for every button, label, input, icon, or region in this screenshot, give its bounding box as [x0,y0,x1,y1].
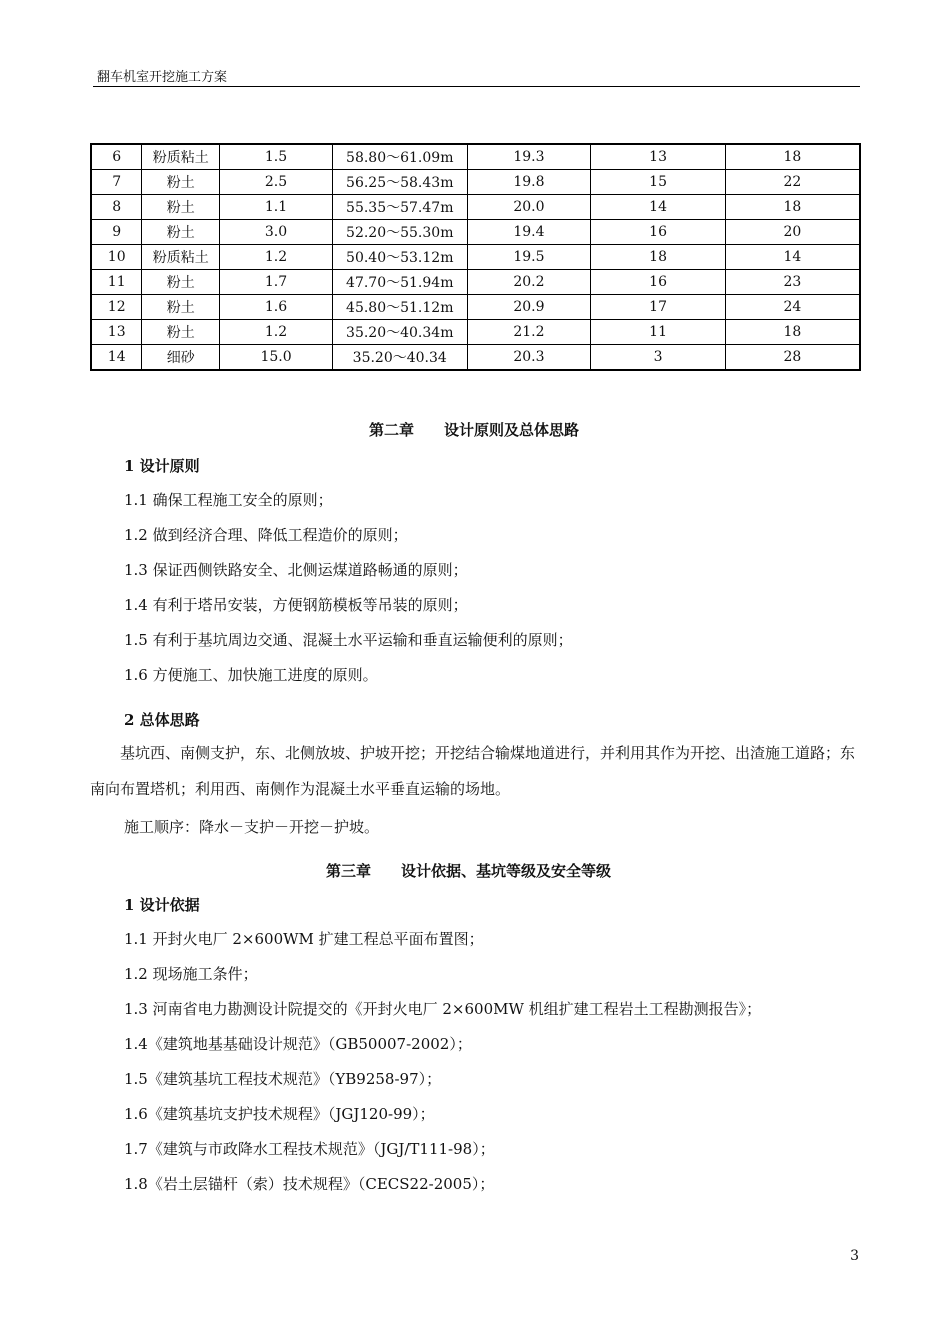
table-cell: 11 [91,270,142,295]
ch2-item-1-3: 1.3 保证西侧铁路安全、北侧运煤道路畅通的原则； [124,561,468,579]
table-cell: 1.7 [220,270,333,295]
table-cell: 23 [725,270,860,295]
ch3-item-1-3: 1.3 河南省电力勘测设计院提交的《开封火电厂 2×600MW 机组扩建工程岩土工程勘测报告》； [124,1000,762,1018]
ch3-item-1-5: 1.5《建筑基坑工程技术规范》（YB9258-97）； [124,1070,442,1088]
table-row [91,345,860,371]
table-cell: 47.70～51.94m [332,270,467,295]
table-cell: 17 [591,295,726,320]
ch2-item-1-5: 1.5 有利于基坑周边交通、混凝土水平运输和垂直运输便利的原则； [124,631,573,649]
table-row [91,295,860,320]
table-cell: 3.0 [220,220,333,245]
ch2-item-1-2: 1.2 做到经济合理、降低工程造价的原则； [124,526,408,544]
table-cell: 21.2 [467,320,591,345]
ch3-item-1-6: 1.6《建筑基坑支护技术规程》（JGJ120-99）； [124,1105,435,1123]
ch2-section-1-heading: 1 设计原则 [124,457,200,475]
table-cell: 3 [591,345,726,371]
table-cell: 6 [91,144,142,170]
table-cell: 19.8 [467,170,591,195]
ch3-item-1-4: 1.4《建筑地基基础设计规范》（GB50007-2002）； [124,1035,472,1053]
table-cell: 粉土 [142,170,220,195]
table-cell: 9 [91,220,142,245]
table-cell: 16 [591,220,726,245]
table-cell: 35.20～40.34 [332,345,467,371]
table-cell: 20.0 [467,195,591,220]
ch2-section-2-heading: 2 总体思路 [124,711,200,729]
soil-layer-table [90,143,861,371]
ch2-item-1-1: 1.1 确保工程施工安全的原则； [124,491,333,509]
table-cell: 52.20～55.30m [332,220,467,245]
table-cell: 18 [591,245,726,270]
table-cell: 粉质粘土 [142,245,220,270]
table-cell: 45.80～51.12m [332,295,467,320]
table-cell: 20.3 [467,345,591,371]
ch3-item-1-1: 1.1 开封火电厂 2×600WM 扩建工程总平面布置图； [124,930,484,948]
table-row [91,320,860,345]
table-cell: 15.0 [220,345,333,371]
ch2-construction-sequence: 施工顺序：降水－支护－开挖－护坡。 [124,818,380,836]
table-cell: 20.9 [467,295,591,320]
table-row [91,220,860,245]
chapter-3-title: 第三章 设计依据、基坑等级及安全等级 [326,862,612,880]
table-cell: 22 [725,170,860,195]
table-cell: 8 [91,195,142,220]
table-cell: 1.5 [220,144,333,170]
table-cell: 50.40～53.12m [332,245,467,270]
table-cell: 粉土 [142,195,220,220]
table-cell: 11 [591,320,726,345]
table-cell: 15 [591,170,726,195]
table-row [91,170,860,195]
table-cell: 18 [725,195,860,220]
table-cell: 20.2 [467,270,591,295]
table-cell: 粉土 [142,320,220,345]
table-cell: 19.4 [467,220,591,245]
table-cell: 13 [91,320,142,345]
table-cell: 1.6 [220,295,333,320]
table-cell: 2.5 [220,170,333,195]
ch2-overall-idea-paragraph: 基坑西、南侧支护，东、北侧放坡、护坡开挖；开挖结合输煤地道进行，并利用其作为开挖、出渣施工道路；东南向布置塔机；利用西、南侧作为混凝土水平垂直运输的场地。 [90,744,856,798]
table-cell: 细砂 [142,345,220,371]
ch3-item-1-8: 1.8《岩土层锚杆（索）技术规程》（CECS22-2005）； [124,1175,495,1193]
table-cell: 19.5 [467,245,591,270]
table-cell: 16 [591,270,726,295]
table-cell: 56.25～58.43m [332,170,467,195]
table-cell: 粉土 [142,270,220,295]
table-cell: 14 [591,195,726,220]
table-cell: 1.1 [220,195,333,220]
table-cell: 粉土 [142,220,220,245]
table-cell: 1.2 [220,320,333,345]
chapter-2-title: 第二章 设计原则及总体思路 [369,421,580,439]
table-row [91,270,860,295]
table-row [91,195,860,220]
ch2-item-1-4: 1.4 有利于塔吊安装，方便钢筋模板等吊装的原则； [124,596,468,614]
table-cell: 14 [91,345,142,371]
table-cell: 19.3 [467,144,591,170]
ch3-section-1-heading: 1 设计依据 [124,896,200,914]
table-cell: 12 [91,295,142,320]
table-cell: 28 [725,345,860,371]
page-header [93,62,860,87]
table-cell: 18 [725,144,860,170]
table-row [91,144,860,170]
table-cell: 7 [91,170,142,195]
table-cell: 20 [725,220,860,245]
ch3-item-1-2: 1.2 现场施工条件； [124,965,258,983]
ch3-item-1-7: 1.7《建筑与市政降水工程技术规范》（JGJ/T111-98）； [124,1140,495,1158]
table-cell: 14 [725,245,860,270]
table-cell: 粉质粘土 [142,144,220,170]
table-cell: 粉土 [142,295,220,320]
table-cell: 35.20～40.34m [332,320,467,345]
table-row [91,245,860,270]
table-cell: 1.2 [220,245,333,270]
table-cell: 18 [725,320,860,345]
table-cell: 55.35～57.47m [332,195,467,220]
table-cell: 10 [91,245,142,270]
header-title: 翻车机室开挖施工方案 [97,70,228,85]
ch2-item-1-6: 1.6 方便施工、加快施工进度的原则。 [124,666,378,684]
table-cell: 24 [725,295,860,320]
table-cell: 58.80～61.09m [332,144,467,170]
table-cell: 13 [591,144,726,170]
page-number: 3 [850,1248,859,1264]
